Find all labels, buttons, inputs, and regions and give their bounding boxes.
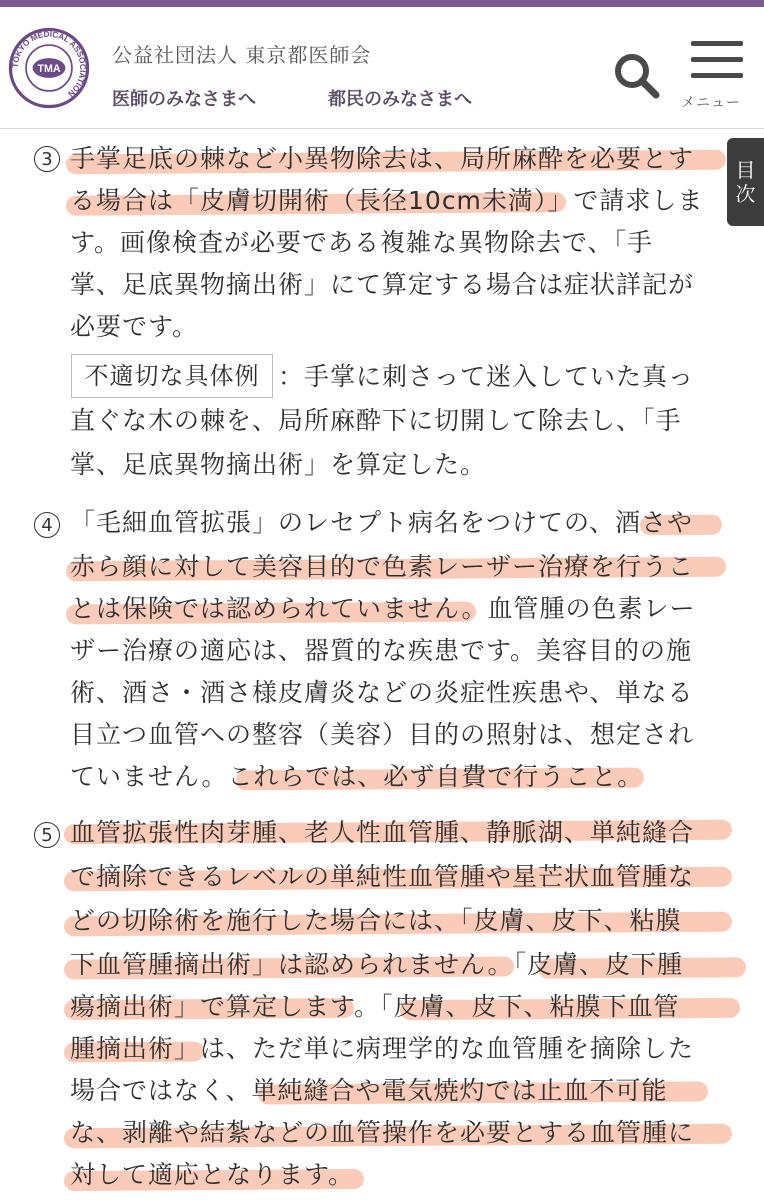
text-line: 掌、足底異物摘出術」にて算定する場合は症状詳記が: [70, 270, 695, 299]
org-name[interactable]: 公益社団法人 東京都医師会: [112, 43, 372, 67]
text-line: 掌、足底異物摘出術」を算定した。: [70, 450, 487, 479]
text-line: ：手掌に刺さって迷入していた真っ: [278, 362, 695, 391]
nav-link-doctors[interactable]: 医師のみなさまへ: [112, 89, 256, 110]
text-line: る場合は「皮膚切開術（長径10cm未満）」で請求しま: [70, 186, 704, 215]
menu-label: メニュー: [681, 95, 741, 111]
text-line: 赤ら顔に対して美容目的で色素レーザー治療を行うこ: [70, 552, 695, 581]
search-icon[interactable]: [612, 51, 662, 101]
toc-tab-label: 目 次: [735, 158, 756, 206]
item-number-3: 3: [34, 146, 60, 172]
site-header: [0, 7, 764, 129]
text-line: 瘍摘出術」で算定します。「皮膚、皮下、粘膜下血管: [70, 992, 680, 1021]
item-number-4: 4: [34, 512, 60, 538]
top-accent-bar: [0, 0, 764, 7]
nav-link-citizens[interactable]: 都民のみなさまへ: [328, 89, 472, 110]
text-line: ザー治療の適応は、器質的な疾患です。美容目的の施: [70, 636, 693, 665]
text-line: 直ぐな木の棘を、局所麻酔下に切開して除去し、「手: [70, 406, 682, 435]
text-line: 場合ではなく、単純縫合や電気焼灼では止血不可能: [70, 1076, 668, 1105]
text-line: ていません。これらでは、必ず自費で行うこと。: [70, 762, 644, 791]
svg-text:TOKYO MEDICAL ASSOCIATION: TOKYO MEDICAL ASSOCIATION: [10, 29, 88, 99]
text-line: す。画像検査が必要である複雑な異物除去で、「手: [70, 228, 654, 257]
text-line: 下血管腫摘出術」は認められません。「皮膚、皮下腫: [70, 950, 684, 979]
text-line: 術、酒さ・酒さ様皮膚炎などの炎症性疾患や、単なる: [70, 678, 694, 707]
text-line: で摘除できるレベルの単純性血管腫や星芒状血管腫な: [70, 862, 695, 891]
text-line: とは保険では認められていません。血管腫の色素レー: [70, 594, 696, 623]
hamburger-icon-line: [691, 57, 743, 62]
menu-button[interactable]: [683, 41, 753, 121]
text-line: 必要です。: [70, 312, 199, 341]
text-line: どの切除術を施行した場合には、「皮膚、皮下、粘膜: [70, 906, 682, 935]
example-label-box: 不適切な具体例: [71, 354, 273, 398]
tma-logo[interactable]: [8, 27, 90, 109]
text-line: 対して適応となります。: [70, 1160, 355, 1189]
text-line: 「毛細血管拡張」のレセプト病名をつけての、酒さや: [70, 508, 694, 537]
text-line: 血管拡張性肉芽腫、老人性血管腫、静脈湖、単純縫合: [70, 818, 695, 847]
text-line: 手掌足底の棘など小異物除去は、局所麻酔を必要とす: [70, 144, 695, 173]
hamburger-icon: [691, 41, 743, 46]
toc-tab[interactable]: [727, 138, 764, 226]
text-line: な、剥離や結紮などの血管操作を必要とする血管腫に: [70, 1118, 695, 1147]
hamburger-icon-line: [691, 73, 743, 78]
item-number-5: 5: [34, 822, 60, 848]
article-content: [0, 128, 764, 1200]
text-line: 腫摘出術」は、ただ単に病理学的な血管腫を摘除した: [70, 1034, 695, 1063]
text-line: 目立つ血管への整容（美容）目的の照射は、想定され: [70, 720, 695, 749]
svg-text:TMA: TMA: [37, 63, 61, 76]
